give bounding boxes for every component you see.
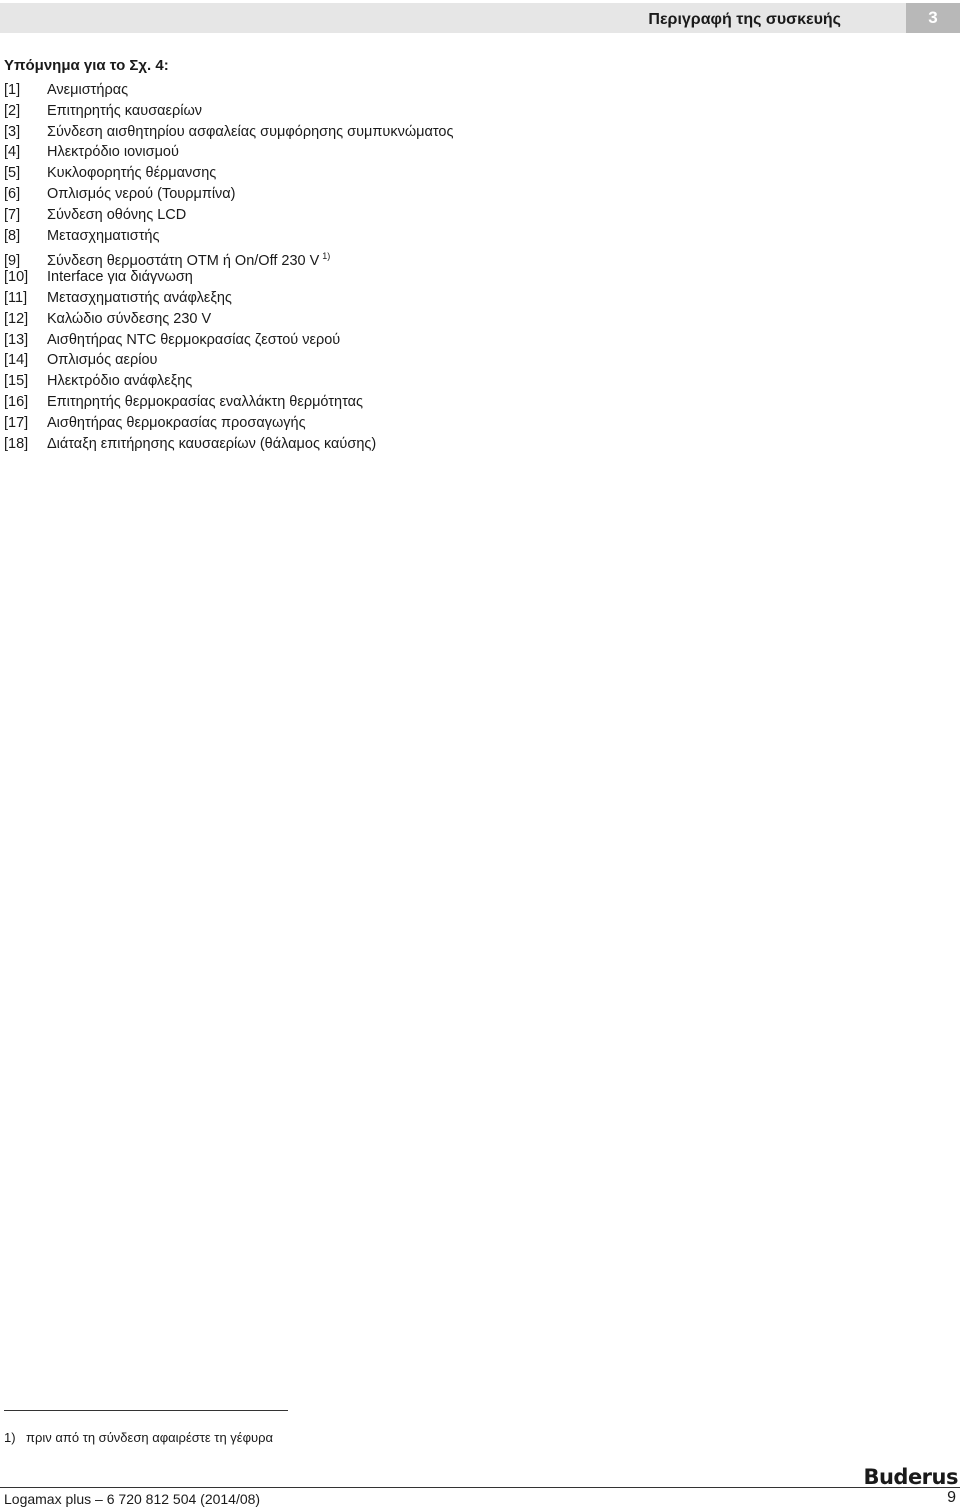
legend-item [4,392,453,413]
legend-item-number: [4] [4,144,21,161]
footer-divider [0,1487,960,1488]
legend-item-text [47,269,193,285]
legend-item-number: [16] [4,393,29,410]
section-title: Περιγραφή της συσκευής [648,11,841,28]
footnote-divider [4,1410,288,1411]
legend-item [4,246,453,270]
legend-title: Υπόμνημα για το Σχ. 4: [4,57,169,74]
legend-item-text [47,228,160,244]
document-reference: Logamax plus – 6 720 812 504 (2014/08) [4,1491,261,1507]
legend-item [4,142,453,163]
legend-item [4,434,453,455]
legend-item [4,80,453,101]
legend-item-number: [9] [4,253,21,270]
legend-item-number: [15] [4,373,29,390]
legend-item-number: [7] [4,206,21,223]
legend-item-text [47,144,179,160]
legend-item [4,205,453,226]
legend-item-number: [10] [4,269,29,286]
header-bar [0,3,906,33]
legend-item-label: Κυκλοφορητής θέρμανσης [47,165,217,182]
legend-item-label: Διάταξη επιτήρησης καυσαερίων (θάλαμος καύσης) [47,435,377,452]
legend-item [4,267,453,288]
legend-item-text [47,103,202,119]
legend-item-label: Οπλισμός νερού (Τουρμπίνα) [47,185,236,202]
legend-item-label: Αισθητήρας NTC θερμοκρασίας ζεστού νερού [47,331,341,348]
legend-item [4,122,453,143]
legend-item [4,309,453,330]
legend-item-text [47,186,236,202]
legend-item-label: Μετασχηματιστής [47,227,160,244]
legend-item-text [47,352,157,368]
brand-logo: Buderus [863,1465,958,1489]
legend-item-number: [14] [4,352,29,369]
legend-item-text [47,124,453,140]
legend-item-text [47,82,128,98]
legend-item-label: Επιτηρητής θερμοκρασίας εναλλάκτη θερμότητας [47,393,363,410]
legend-item-text [47,394,363,410]
legend-item-text [47,165,216,181]
legend-item-number: [2] [4,102,21,119]
legend-list [4,80,453,454]
legend-item-number: [8] [4,227,21,244]
legend-item-number: [17] [4,414,29,431]
legend-item [4,350,453,371]
footnote-text: πριν από τη σύνδεση αφαιρέστε τη γέφυρα [26,1430,274,1445]
legend-item-text [47,373,192,389]
legend-item [4,371,453,392]
legend-item-text [47,207,186,223]
page-number: 9 [947,1489,956,1506]
legend-item-text [47,415,306,431]
legend-item-number: [13] [4,331,29,348]
legend-item-label: Interface για διάγνωση [47,269,193,286]
legend-item [4,288,453,309]
legend-item-label: Καλώδιο σύνδεσης 230 V [47,310,212,327]
legend-item [4,184,453,205]
footnote [4,1430,273,1445]
legend-item-label: Μετασχηματιστής ανάφλεξης [47,289,232,306]
legend-item [4,163,453,184]
legend-item-text [47,311,211,327]
legend-item [4,101,453,122]
legend-item-label: Ηλεκτρόδιο ανάφλεξης [47,373,193,390]
footnote-mark: 1) [4,1430,16,1445]
legend-item [4,330,453,351]
legend-item-label: Σύνδεση οθόνης LCD [47,206,187,223]
legend-item [4,226,453,247]
legend-item [4,413,453,434]
legend-item-label: Οπλισμός αερίου [47,352,158,369]
legend-item-number: [3] [4,123,21,140]
footnote-reference: 1) [322,251,331,262]
legend-item-text [47,332,340,348]
legend-item-label: Αισθητήρας θερμοκρασίας προσαγωγής [47,414,306,431]
legend-item-label: Σύνδεση αισθητηρίου ασφαλείας συμφόρησης συμπυκνώματος [47,123,454,140]
legend-item-label: Ηλεκτρόδιο ιονισμού [47,144,179,161]
legend-item-number: [18] [4,435,29,452]
legend-item-label: Επιτηρητής καυσαερίων [47,102,203,119]
legend-item-text [47,436,376,452]
legend-item-number: [11] [4,289,28,306]
legend-item-number: [1] [4,82,21,98]
legend-item-number: [12] [4,310,29,327]
chapter-number-badge: 3 [906,3,960,33]
legend-item-label: Ανεμιστήρας [47,82,129,98]
legend-item-number: [6] [4,185,21,202]
legend-item-label: Σύνδεση θερμοστάτη OTM ή On/Off 230 V [47,253,320,270]
legend-item-text [47,290,232,306]
legend-item-number: [5] [4,165,21,182]
